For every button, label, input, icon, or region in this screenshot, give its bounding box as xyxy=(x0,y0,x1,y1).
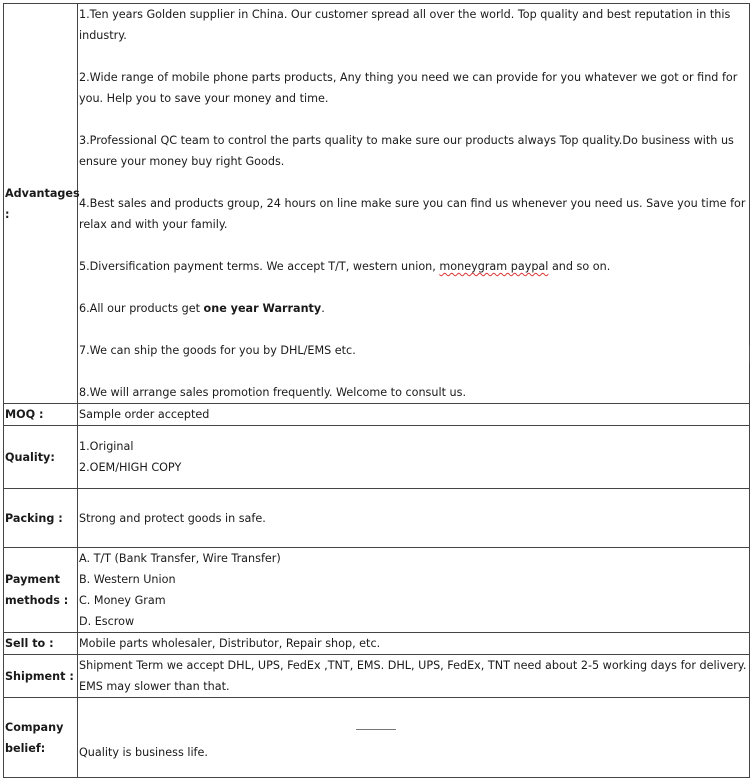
row-packing xyxy=(4,489,750,548)
advantage-4: 4.Best sales and products group, 24 hours on line make sure you can find us whenever you need us. Save you time for relax and with your family. xyxy=(79,197,746,231)
advantage-1: 1.Ten years Golden supplier in China. Our customer spread all over the world. Top quality and best reputation in this industry. xyxy=(79,8,731,42)
label-advantages: Advantages : xyxy=(4,4,78,404)
row-sell-to xyxy=(4,633,750,655)
spellcheck-squiggle: moneygram paypal xyxy=(439,260,549,273)
payment-content xyxy=(78,548,750,633)
label-moq: MOQ : xyxy=(4,404,78,426)
row-quality xyxy=(4,426,750,489)
label-sell-to: Sell to : xyxy=(4,633,78,655)
packing-value: Strong and protect goods in safe. xyxy=(78,489,750,548)
payment-item-b: B. Western Union xyxy=(79,573,176,586)
sell-to-value: Mobile parts wholesaler, Distributor, Repair shop, etc. xyxy=(78,633,750,655)
advantage-2: 2.Wide range of mobile phone parts products, Any thing you need we can provide for you whatever we got or find for you. Help you to save your money and time. xyxy=(79,71,738,105)
advantage-7: 7.We can ship the goods for you by DHL/EMS etc. xyxy=(79,344,356,357)
label-belief: Company belief: xyxy=(4,698,78,778)
label-shipment: Shipment : xyxy=(4,655,78,698)
product-info-table xyxy=(3,3,750,778)
advantage-5: 5.Diversification payment terms. We accept T/T, western union, moneygram paypal and so on. xyxy=(79,260,611,273)
row-moq xyxy=(4,404,750,426)
label-quality: Quality: xyxy=(4,426,78,489)
moq-value: Sample order accepted xyxy=(78,404,750,426)
advantage-6: 6.All our products get one year Warranty. xyxy=(79,302,325,315)
quality-item-2: 2.OEM/HIGH COPY xyxy=(79,461,182,474)
row-payment xyxy=(4,548,750,633)
shipment-value: Shipment Term we accept DHL, UPS, FedEx ,TNT, EMS. DHL, UPS, FedEx, TNT need about 2-5 working days for delivery. EMS may slower than that. xyxy=(78,655,750,698)
payment-item-d: D. Escrow xyxy=(79,615,135,628)
payment-item-c: C. Money Gram xyxy=(79,594,166,607)
warranty-emphasis: one year Warranty xyxy=(203,302,322,315)
text-cursor xyxy=(749,345,750,363)
belief-value: Quality is business life. xyxy=(78,698,750,778)
row-advantages xyxy=(4,4,750,404)
payment-item-a: A. T/T (Bank Transfer, Wire Transfer) xyxy=(79,552,281,565)
row-belief xyxy=(4,698,750,778)
label-packing: Packing : xyxy=(4,489,78,548)
advantage-8: 8.We will arrange sales promotion frequently. Welcome to consult us. xyxy=(79,386,467,399)
page-break-marker xyxy=(356,729,396,730)
row-shipment xyxy=(4,655,750,698)
advantage-3: 3.Professional QC team to control the parts quality to make sure our products always Top quality.Do business with us ensure your money buy right Goods. xyxy=(79,134,734,168)
quality-content xyxy=(78,426,750,489)
advantages-content xyxy=(78,4,750,404)
label-payment: Payment methods : xyxy=(4,548,78,633)
quality-item-1: 1.Original xyxy=(79,440,134,453)
